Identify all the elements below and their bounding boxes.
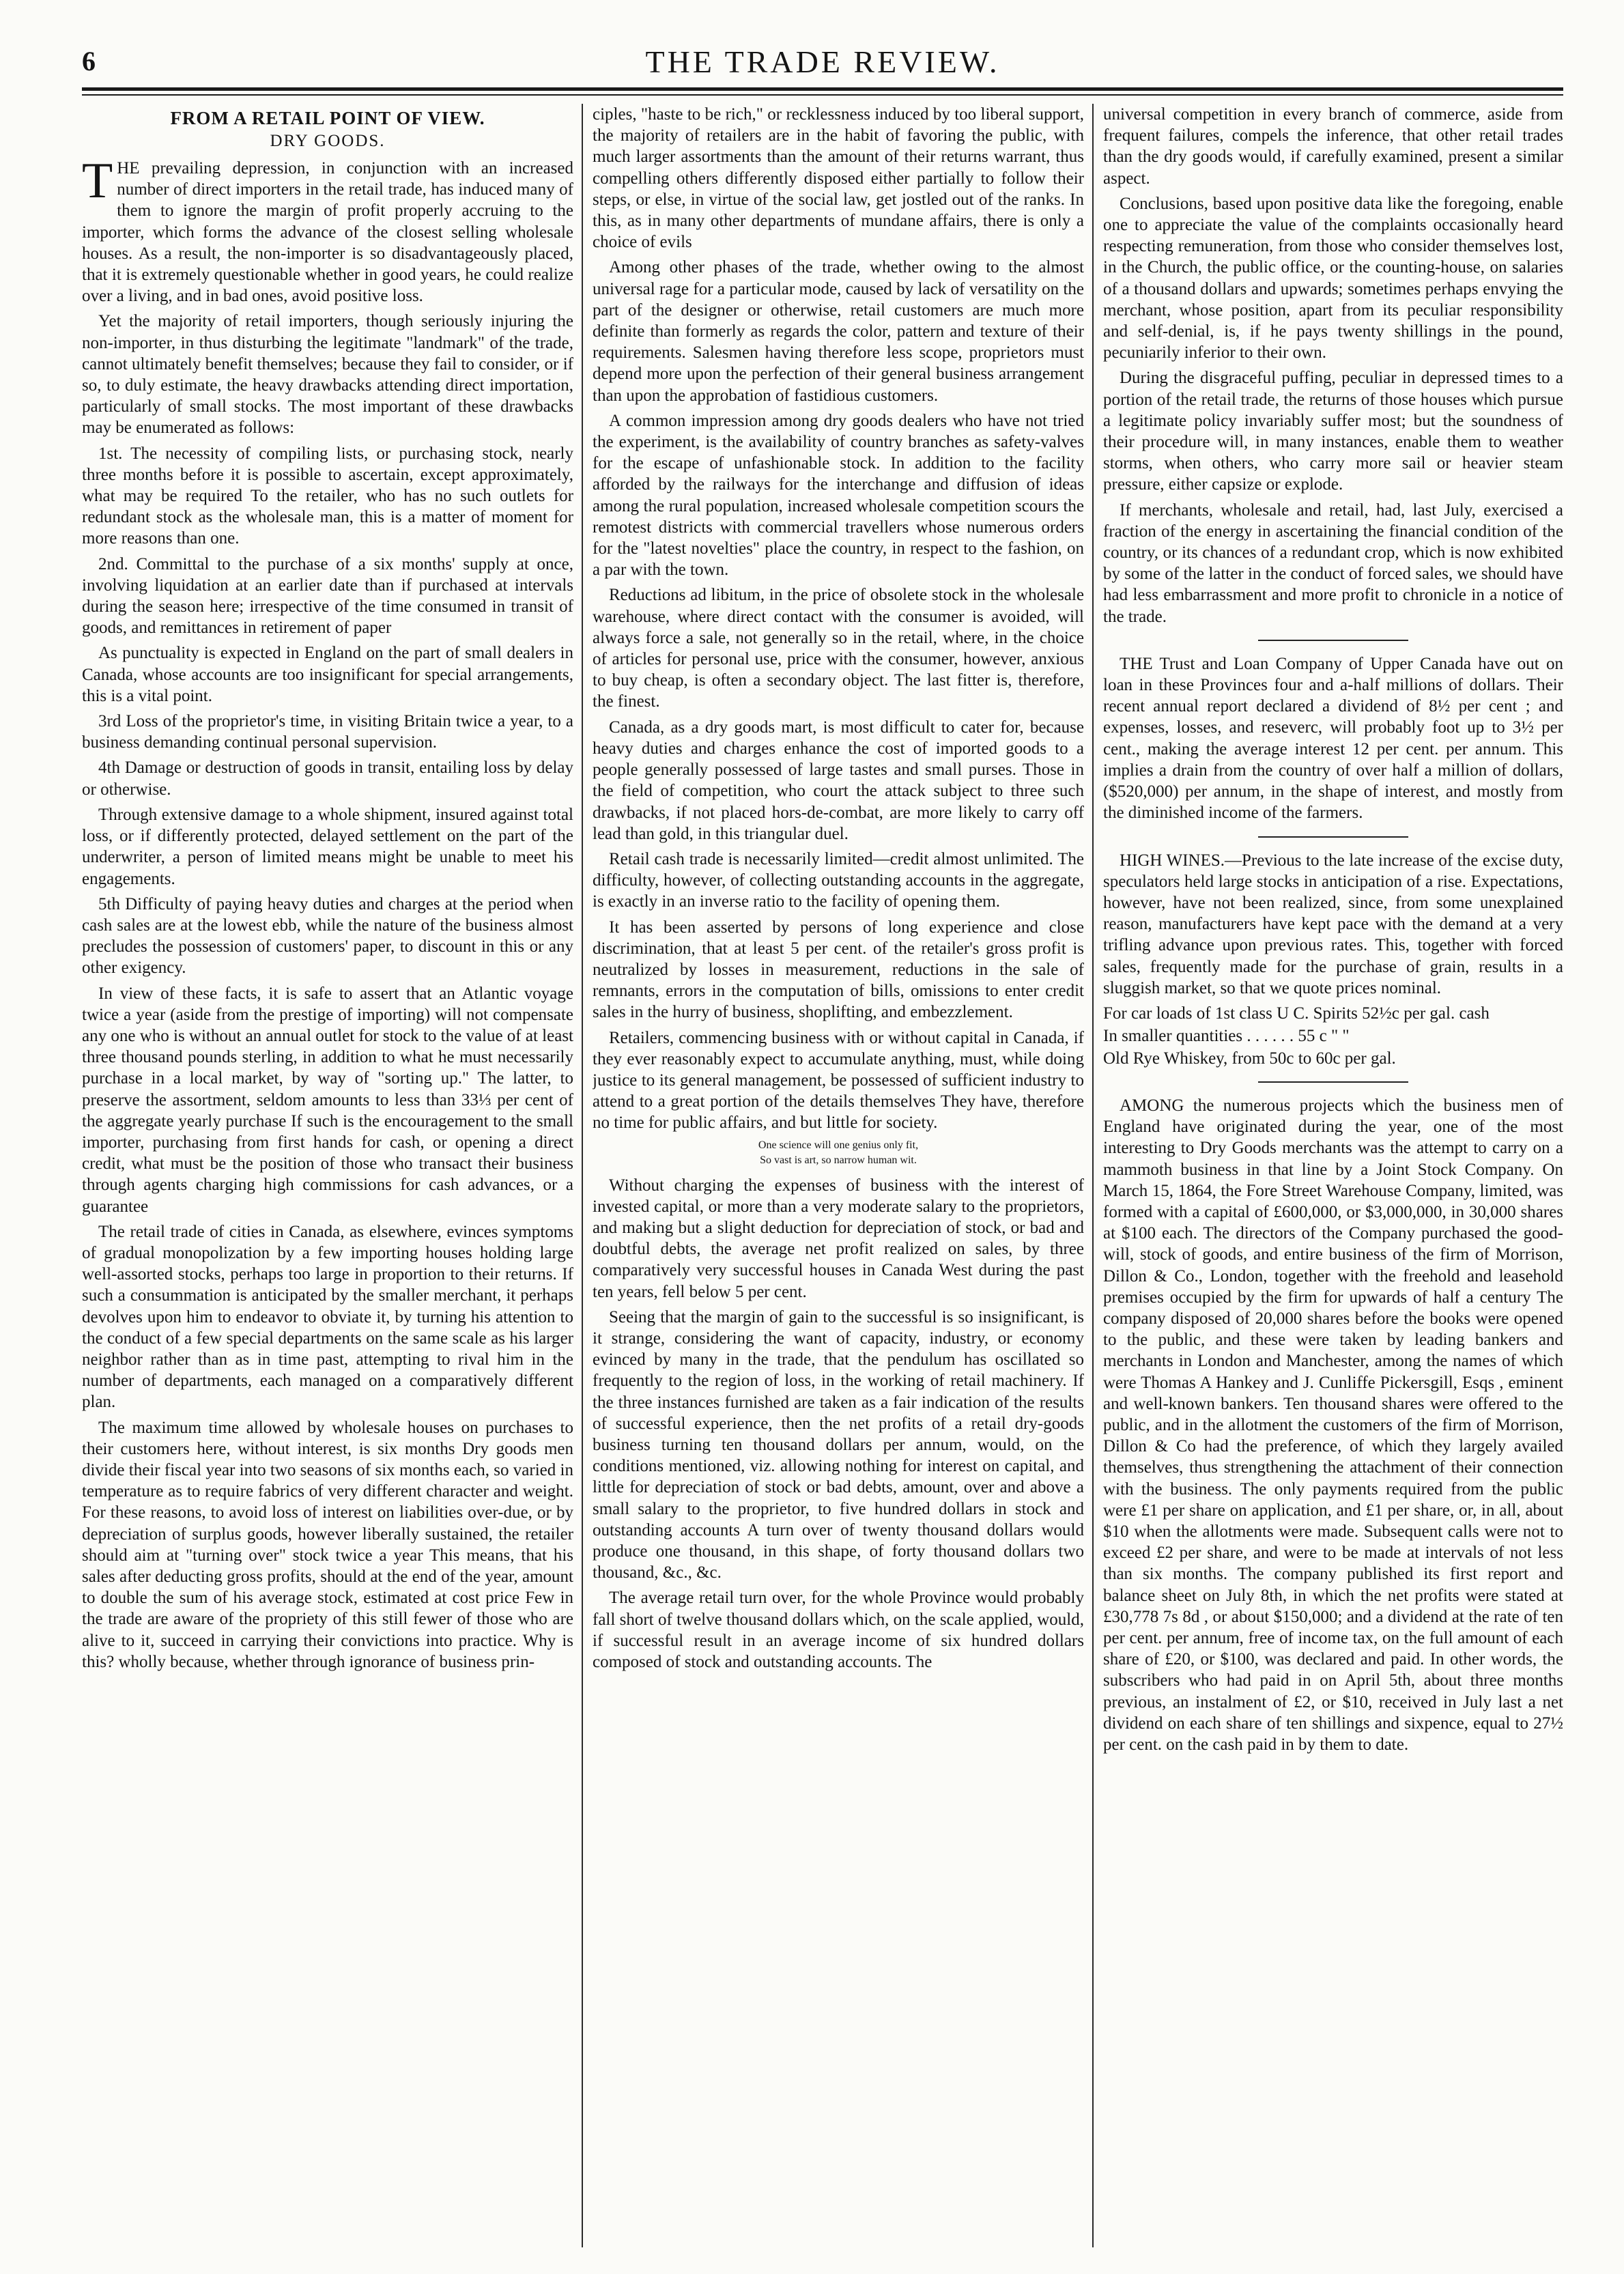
paragraph: Among other phases of the trade, whether owing to the almost universal rage for a particular mode, caused by lack of versatility on the part of the designer or otherwise, retail customers are much more definite than formerly as regards the color, pattern and texture of their requirements. Salesmen having therefore less scope, proprietors must depend more upon the perfection of their general business arrangement than upon the approbation of fastidious customers. [593, 258, 1084, 405]
paragraph: A common impression among dry goods dealers who have not tried the experiment, is the availability of country branches as safety-valves for the escape of unfashionable stock. In addition to the facility afforded by the railways for the interchange and diffusion of ideas among the rural population, increased wholesale competition scours the remotest districts with commercial travellers whose numerous orders for the "latest novelties" place the country, in respect to the fashion, on a par with the town. [593, 411, 1084, 580]
paragraph: Reductions ad libitum, in the price of obsolete stock in the wholesale warehouse, where direct contact with the consumer is avoided, will always force a sale, not generally so in the retail, where, in the choice of articles for personal use, price with the consumer, however, anxious to buy cheap, is often a secondary object. The last fitter is, therefore, the finest. [593, 586, 1084, 711]
paragraph: During the disgraceful puffing, peculiar in depressed times to a portion of the retail trade, the returns of those houses which pursue a legitimate policy invariably suffer most; but the soundness of their procedure will, in many instances, enable them to weather storms, when others, who carry more sail or heavier steam pressure, either capsize or explode. [1103, 369, 1563, 494]
paragraph: THE prevailing depression, in conjunction with an increased number of direct importers in the retail trade, has induced many of them to ignore the margin of profit properly accruing to the importer, which forms the advance of the closest selling wholesale houses. As a result, the non-importer is so disadvantageously placed, that it is extremely questionable whether in good years, he could realize over a living, and in bad ones, avoid positive loss. [82, 153, 573, 306]
section-divider [1258, 640, 1408, 641]
paragraph: HIGH WINES.—Previous to the late increase of the excise duty, speculators held large stocks in anticipation of a rise. Expectations, however, have not been realized, since, from some unexplained reason, manufacturers have kept pace with the demand at a very trifling advance upon previous rates. This, together with forced sales, frequently made for the purchase of grain, results in a sluggish market, so that we quote prices nominal. [1103, 851, 1563, 997]
price-quote: In smaller quantities . . . . . . 55 c " " [1103, 1026, 1350, 1045]
article-subtitle: DRY GOODS. [270, 132, 386, 150]
paragraph: Yet the majority of retail importers, though seriously injuring the non-importer, in thus disturbing the legitimate "landmark" of the trade, cannot ultimately benefit themselves; because they fail to consider, or if so, to duly estimate, the heavy drawbacks attending direct importation, particularly of small stocks. The most important of these drawbacks may be enumerated as follows: [82, 312, 573, 438]
paragraph: The average retail turn over, for the whole Province would probably fall short of twelve thousand dollars which, on the scale applied, would, if successful result in an average income of six hundred dollars composed of stock and outstanding accounts. The [593, 1589, 1084, 1672]
header-rule-thick [82, 87, 1563, 91]
paragraph: Conclusions, based upon positive data like the foregoing, enable one to appreciate the value of the complaints occasionally heard respecting remuneration, from those who consider themselves lost, in the Church, the public office, or the counting-house, on salaries of a thousand dollars and upwards; sometimes perhaps envying the merchant, whose position, apart from its peculiar responsibility and self-denial, is, if he pays twenty shillings in the pound, pecuniarily inferior to their own. [1103, 194, 1563, 363]
column-3 [1103, 104, 1563, 2247]
paragraph: Retailers, commencing business with or without capital in Canada, if they ever reasonably expect to accumulate anything, must, while doing justice to its general management, be possessed of sufficient industry to attend to a great portion of the details themselves They have, therefore no time for public affairs, and but little for society. [593, 1028, 1084, 1133]
paragraph: As punctuality is expected in England on the part of small dealers in Canada, whose accounts are too insignificant for special arrangements, this is a vital point. [82, 644, 573, 705]
section-divider [1258, 1081, 1408, 1083]
column-1 [82, 104, 573, 2247]
page-number: 6 [82, 46, 96, 76]
paragraph: 1st. The necessity of compiling lists, or purchasing stock, nearly three months before it is possible to ascertain, except approximately, what may be required To the retailer, who has no such outlets for redundant stock as the wholesale man, this is a matter of moment for more reasons than one. [82, 444, 573, 548]
paragraph: The maximum time allowed by wholesale houses on purchases to their customers here, without interest, is six months Dry goods men divide their fiscal year into two seasons of six months each, so varied in temperature as to require fabrics of very different character and weight. For these reasons, to avoid loss of interest on liabilities over-due, or by depreciation of surplus goods, however liberally sustained, the retailer should aim at "turning over" stock twice a year This means, that his sales after deducting gross profits, should at the end of the year, amount to double the sum of his average stock, estimated at cost price Few in the trade are aware of the propriety of this still fewer of those who are alive to it, succeed in carrying their convictions into practice. Why is this? wholly because, whether through ignorance of business prin- [82, 1418, 573, 1671]
header-rule-thin [82, 94, 1563, 96]
column-divider [1092, 104, 1094, 2247]
section-divider [1258, 836, 1408, 838]
paragraph: If merchants, wholesale and retail, had, last July, exercised a fraction of the energy in ascertaining the financial condition of the country, or its chances of a redundant crop, which is now exhibited by some of the latter in the conduct of forced sales, we should have had less embarrassment and more profit to chronicle in a notice of the trade. [1103, 500, 1563, 626]
paragraph: 3rd Loss of the proprietor's time, in visiting Britain twice a year, to a business demanding continual personal supervision. [82, 712, 573, 752]
lead-word: THE [1120, 654, 1153, 673]
paragraph: universal competition in every branch of commerce, aside from frequent failures, compels the inference, that other retail trades than the dry goods would, if carefully examined, present a similar aspect. [1103, 105, 1563, 188]
paragraph: Canada, as a dry goods mart, is most difficult to cater for, because heavy duties and charges enhance the cost of imported goods to a people generally possessed of large tastes and small purses. Those in the field of competition, who court the attack subject to three such drawbacks, if not placed hors-de-combat, are more likely to carry off lead than gold, in this triangular duel. [593, 717, 1084, 843]
verse-line: So vast is art, so narrow human wit. [760, 1154, 917, 1166]
price-quote: For car loads of 1st class U C. Spirits 52½c per gal. cash [1103, 1004, 1490, 1023]
paragraph: Through extensive damage to a whole shipment, insured against total loss, or if differently protected, delayed settlement on the part of the underwriter, a person of limited means might be unable to meet his engagements. [82, 805, 573, 888]
lead-word: AMONG [1120, 1096, 1184, 1115]
masthead-title: THE TRADE REVIEW. [645, 44, 1000, 79]
paragraph: 4th Damage or destruction of goods in transit, entailing loss by delay or otherwise. [82, 758, 573, 799]
column-2 [593, 104, 1084, 2247]
paragraph: ciples, "haste to be rich," or recklessness induced by too liberal support, the majority of retailers are in the habit of favoring the public, with much larger assortments than the amount of their returns warrant, thus compelling others differently disposed either partially to follow their steps, or else, in virtue of the social law, get jostled out of the ranks. In this, as in many other departments of mundane affairs, there is only a choice of evils [593, 105, 1084, 252]
lead-word: HIGH WINES. [1120, 851, 1225, 870]
paragraph: Retail cash trade is necessarily limited—credit almost unlimited. The difficulty, however, of collecting outstanding accounts in the aggregate, is exactly in an inverse ratio to the facility of opening them. [593, 849, 1084, 911]
verse-line: One science will one genius only fit, [758, 1139, 919, 1151]
article-title: FROM A RETAIL POINT OF VIEW. [170, 108, 485, 128]
paragraph: Seeing that the margin of gain to the successful is so insignificant, is it strange, considering the want of capacity, industry, or economy evinced by many in the trade, that the pendulum has oscillated so frequently to the region of loss, in the working of retail machinery. If the three instances furnished are taken as a fair indication of the results of successful experience, then the net profits of a retail dry-goods business turning ten thousand dollars per annum, would, on the conditions mentioned, viz. allowing nothing for interest on capital, and little for depreciation of stock or bad debts, amount, over and above a small salary to the proprietor, to five hundred dollars in stock and outstanding accounts A turn over of twenty thousand dollars would produce one thousand, in this shape, of forty thousand dollars two thousand, &c., &c. [593, 1307, 1084, 1582]
price-quote: Old Rye Whiskey, from 50c to 60c per gal. [1103, 1049, 1396, 1068]
column-divider [582, 104, 583, 2247]
paragraph: In view of these facts, it is safe to assert that an Atlantic voyage twice a year (aside from the prestige of importing) will not compensate any one who is without an annual outlet for stock to the value of at least three thousand pounds sterling, in addition to what he must necessarily purchase in a local market, by way of "sorting up." The latter, to preserve the assortment, seldom amounts to less than 33⅓ per cent of the aggregate yearly purchase If such is the encouragement to the small importer, purchasing from first hands for cash, or opening a direct credit, what must be the position of those who transact their business through agents charging high commissions for cash advances, or a guarantee [82, 984, 573, 1216]
paragraph: It has been asserted by persons of long experience and close discrimination, that at least 5 per cent. of the retailer's gross profit is neutralized by losses in measurement, reductions in the sale of remnants, errors in the computation of bills, omissions to enter credit sales in the hurry of business, shoplifting, and embezzlement. [593, 918, 1084, 1022]
verse-quote [593, 1138, 1084, 1168]
paragraph: AMONG the numerous projects which the business men of England have originated during the year, one of the most interesting to Dry Goods merchants was the attempt to carry on a mammoth business in that line by a Joint Stock Company. On March 15, 1864, the Fore Street Warehouse Company, limited, was formed with a capital of £600,000, or $3,000,000, in 30,000 shares at $100 each. The directors of the Company purchased the good-will, stock of goods, and entire business of the firm of Morrison, Dillon & Co., London, together with the freehold and leasehold premises occupied by the firm for upwards of half a century The company disposed of 20,000 shares before the books were opened to the public, and these were taken by leading bankers and merchants in London and Manchester, among the names of which were Thomas A Hankey and J. Cunliffe Pickersgill, Esqs , eminent and well-known bankers. Ten thousand shares were offered to the public, and in the allotment the customers of the firm of Morrison, Dillon & Co had the preference, of which they largely availed themselves, thus strengthening the attachment of their connection with the business. The only payments required from the public were £1 per share on application, and £1 per share, or, in all, about $10 when the allotments were made. Subsequent calls were not to exceed £2 per share, and were to be made at intervals of not less than six months. The company published its first report and balance sheet on July 8th, in which the net profits were stated at £30,778 7s 8d , or about $150,000; and a dividend at the rate of ten per cent. per annum, free of income tax, on the full amount of each share of £20, or $100, was declared and paid. In other words, the subscribers who had paid in on April 5th, about three months previous, an instalment of £2, or $10, received in July last a net dividend on each share of ten shillings and sixpence, equal to 27½ per cent. on the cash paid in by them to date. [1103, 1096, 1563, 1754]
drop-cap: T [82, 153, 113, 209]
paragraph: Without charging the expenses of business with the interest of invested capital, or more than a very moderate salary to the proprietors, and making but a slight deduction for depreciation of stock, or bad and doubtful debts, the average net profit realized on sales, by three comparatively very successful houses in Canada West during the past ten years, fell below 5 per cent. [593, 1176, 1084, 1301]
paragraph: The retail trade of cities in Canada, as elsewhere, evinces symptoms of gradual monopolization by a few importing houses holding large well-assorted stocks, perhaps too large in proportion to their returns. If such a consummation is anticipated by the smaller merchant, it perhaps devolves upon him to endeavor to obviate it, by turning his attention to the conduct of a few special departments on the same scale as his larger neighbor rather than as in time past, attempting to rival him in the number of departments, each managed on a comparatively different plan. [82, 1222, 573, 1412]
paragraph: 5th Difficulty of paying heavy duties and charges at the period when cash sales are at the lowest ebb, while the nature of the business almost precludes the possession of customers' paper, to discount in this or any other exigency. [82, 894, 573, 978]
paragraph: THE Trust and Loan Company of Upper Canada have out on loan in these Provinces four and a-half millions of dollars. Their recent annual report declared a dividend of 8½ per cent ; and expenses, losses, and reseverc, will probably foot up to 3½ per cent., making the average interest 12 per cent. per annum. This implies a drain from the country of over half a million of dollars, ($520,000) per annum, in the shape of interest, and mostly from the diminished income of the farmers. [1103, 654, 1563, 823]
paragraph: 2nd. Committal to the purchase of a six months' supply at once, involving liquidation at an earlier date than if purchased at intervals during the season here; irrespective of the time consumed in transit of goods, and remittances in retirement of paper [82, 554, 573, 638]
